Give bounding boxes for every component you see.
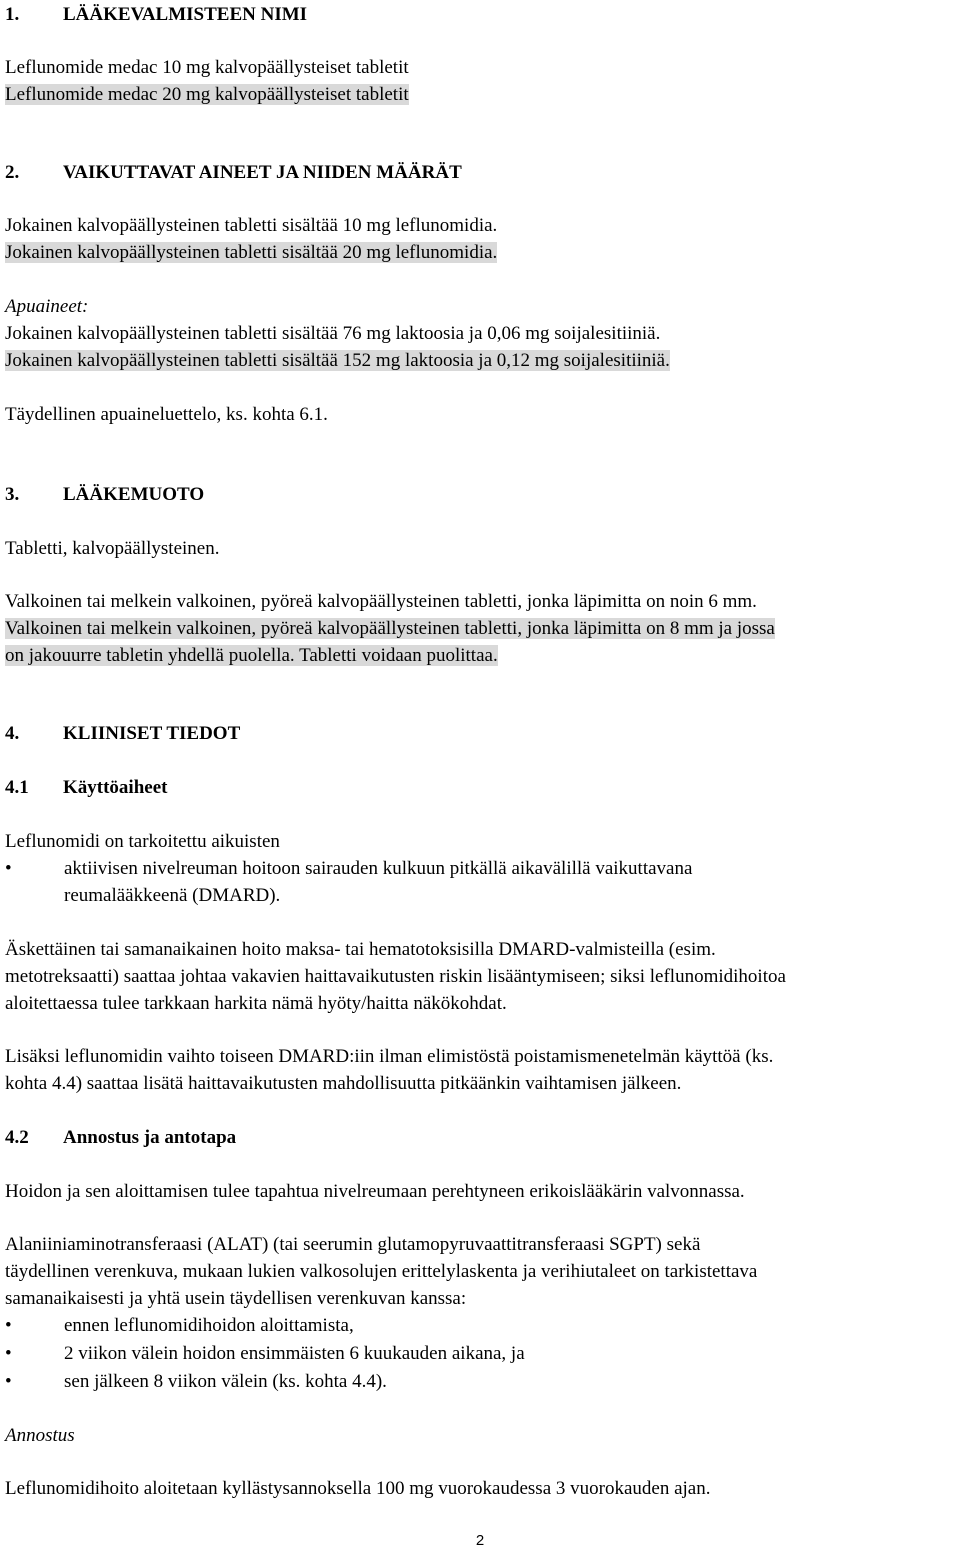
- switch-paragraph-line-1: Lisäksi leflunomidin vaihto toiseen DMARD:iin ilman elimistöstä poistamismenetelmän käyttöä (ks.: [5, 1046, 774, 1067]
- dosage-subheading: Annostus: [5, 1425, 75, 1446]
- monitoring-bullet-2: 2 viikon välein hoidon ensimmäisten 6 kuukauden aikana, ja: [64, 1343, 525, 1364]
- active-substance-20mg: Jokainen kalvopäällysteinen tabletti sisältää 20 mg leflunomidia.: [5, 242, 498, 263]
- excipients-20mg: Jokainen kalvopäällysteinen tabletti sisältää 152 mg laktoosia ja 0,12 mg soijalesitiiniä.: [5, 350, 670, 371]
- monitoring-bullet-1: ennen leflunomidihoidon aloittamista,: [64, 1315, 354, 1336]
- warning-paragraph-line-2: metotreksaatti) saattaa johtaa vakavien haittavaikutusten riskin lisääntymiseen; siksi leflunomidihoitoa: [5, 966, 786, 987]
- bullet-icon: •: [5, 858, 12, 879]
- product-name-20mg: Leflunomide medac 20 mg kalvopäällysteiset tabletit: [5, 84, 409, 105]
- tablet-description-20mg-line-1: Valkoinen tai melkein valkoinen, pyöreä kalvopäällysteinen tabletti, jonka läpimitta on 8 mm ja jossa: [5, 618, 775, 639]
- product-name-10mg: Leflunomide medac 10 mg kalvopäällysteiset tabletit: [5, 57, 409, 78]
- dosage-paragraph: Leflunomidihoito aloitetaan kyllästysannoksella 100 mg vuorokaudessa 3 vuorokauden ajan.: [5, 1478, 711, 1499]
- bullet-icon: •: [5, 1371, 12, 1392]
- warning-paragraph-line-3: aloitettaessa tulee tarkkaan harkita nämä hyöty/haitta näkökohdat.: [5, 993, 507, 1014]
- full-excipient-list: Täydellinen apuaineluettelo, ks. kohta 6.1.: [5, 404, 328, 425]
- active-substance-10mg: Jokainen kalvopäällysteinen tabletti sisältää 10 mg leflunomidia.: [5, 215, 498, 236]
- warning-paragraph-line-1: Äskettäinen tai samanaikainen hoito maksa- tai hematotoksisilla DMARD-valmisteilla (esim.: [5, 939, 716, 960]
- bullet-icon: •: [5, 1315, 12, 1336]
- monitoring-bullet-3: sen jälkeen 8 viikon välein (ks. kohta 4.4).: [64, 1371, 387, 1392]
- pharmaceutical-form: Tabletti, kalvopäällysteinen.: [5, 538, 220, 559]
- section-4-2-heading: 4.2 Annostus ja antotapa: [5, 1127, 237, 1148]
- excipients-label: Apuaineet:: [5, 296, 89, 317]
- excipients-10mg: Jokainen kalvopäällysteinen tabletti sisältää 76 mg laktoosia ja 0,06 mg soijalesitiiniä.: [5, 323, 661, 344]
- bullet-icon: •: [5, 1343, 12, 1364]
- monitoring-paragraph-line-1: Alaniiniaminotransferaasi (ALAT) (tai seerumin glutamopyruvaattitransferaasi SGPT) sekä: [5, 1234, 701, 1255]
- indication-bullet-line-1: aktiivisen nivelreuman hoitoon sairauden kulkuun pitkällä aikavälillä vaikuttavana: [64, 858, 693, 879]
- section-3-heading: 3. LÄÄKEMUOTO: [5, 484, 205, 505]
- section-1-heading: 1. LÄÄKEVALMISTEEN NIMI: [5, 4, 308, 25]
- monitoring-paragraph-line-3: samanaikaisesti ja yhtä usein täydellisen verenkuvan kanssa:: [5, 1288, 467, 1309]
- indication-bullet-line-2: reumalääkkeenä (DMARD).: [64, 885, 281, 906]
- supervision-paragraph: Hoidon ja sen aloittamisen tulee tapahtua nivelreumaan perehtyneen erikoislääkärin valvonnassa.: [5, 1181, 745, 1202]
- indication-intro: Leflunomidi on tarkoitettu aikuisten: [5, 831, 280, 852]
- tablet-description-20mg-line-2: on jakouurre tabletin yhdellä puolella. Tabletti voidaan puolittaa.: [5, 645, 498, 666]
- tablet-description-10mg: Valkoinen tai melkein valkoinen, pyöreä kalvopäällysteinen tabletti, jonka läpimitta on noin 6 mm.: [5, 591, 757, 612]
- switch-paragraph-line-2: kohta 4.4) saattaa lisätä haittavaikutusten mahdollisuutta pitkäänkin vaihtamisen jälkeen.: [5, 1073, 682, 1094]
- page-number: 2: [475, 1532, 485, 1549]
- monitoring-paragraph-line-2: täydellinen verenkuva, mukaan lukien valkosolujen erittelylaskenta ja verihiutaleet on tarkistettava: [5, 1261, 758, 1282]
- section-2-heading: 2. VAIKUTTAVAT AINEET JA NIIDEN MÄÄRÄT: [5, 162, 462, 183]
- section-4-1-heading: 4.1 Käyttöaiheet: [5, 777, 168, 798]
- section-4-heading: 4. KLIINISET TIEDOT: [5, 723, 241, 744]
